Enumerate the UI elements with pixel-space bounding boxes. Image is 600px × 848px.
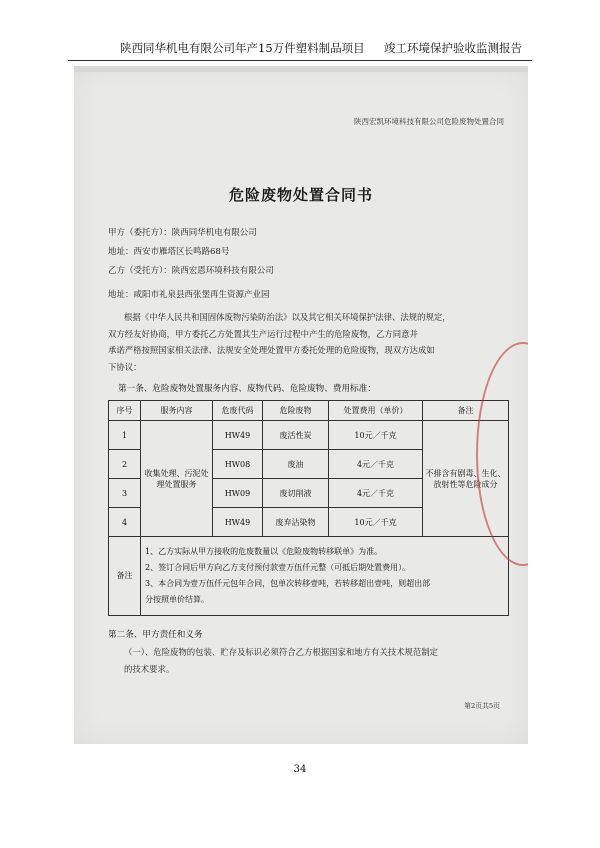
cell-no: 2	[109, 450, 141, 479]
cell-waste: 废切削液	[263, 479, 329, 508]
clause-line: （一）、危险废物的包装、贮存及标识必须符合乙方根据国家和地方有关技术规范制定	[124, 647, 439, 657]
note-line: 1、乙方实际从甲方接收的危废数量以《危险废物转移联单》为准。	[145, 547, 383, 556]
cell-price: 4元／千克	[329, 479, 423, 508]
party-b: 乙方（受托方）：陕西宏恩环境科技有限公司	[108, 266, 274, 276]
contract-page-number: 第2页共5页	[464, 702, 500, 710]
party-b-address: 地址：咸阳市礼泉县西张堡再生资源产业园	[108, 290, 270, 300]
intro-line: 下协议：	[108, 361, 142, 372]
note-line: 分按照单价结算。	[145, 595, 209, 604]
cell-price: 10元／千克	[329, 508, 423, 537]
cell-price: 10元／千克	[329, 421, 423, 450]
clause-1	[108, 644, 508, 677]
cell-waste: 废弃沾染物	[263, 508, 329, 537]
intro-line: 双方经友好协商，甲方委托乙方处置其生产运行过程中产生的危险废物，乙方同意并	[108, 328, 418, 339]
header-no: 序号	[109, 401, 141, 421]
cell-service: 收集处理、污泥处理处置服务	[141, 421, 213, 537]
contract-title: 危险废物处置合同书	[228, 186, 373, 204]
notes-label: 备注	[109, 537, 141, 616]
note-line: 2、签订合同后甲方向乙方支付预付款壹万伍仟元整（可抵后期处置费用）。	[145, 563, 411, 572]
notes-cell	[141, 537, 509, 616]
table-row	[109, 421, 509, 450]
scanned-contract-page	[74, 66, 528, 744]
header-remark: 备注	[423, 401, 509, 421]
cell-waste: 废油	[263, 450, 329, 479]
cell-remark: 不排含有剧毒、生化、放射性等危险成分	[423, 421, 509, 537]
article-2-heading: 第二条、甲方责任和义务	[108, 630, 203, 640]
intro-line: 根据《中华人民共和国固体废物污染防治法》以及其它相关环境保护法律、法规的规定，	[124, 312, 451, 322]
cell-code: HW49	[213, 508, 263, 537]
cell-code: HW09	[213, 479, 263, 508]
cell-code: HW49	[213, 421, 263, 450]
header-waste: 危险废物	[263, 401, 329, 421]
scan-top-edge	[74, 66, 528, 72]
cell-no: 4	[109, 508, 141, 537]
page-header	[0, 36, 600, 56]
article-1-heading: 第一条、危险废物处置服务内容、废物代码、危险废物、费用标准：	[118, 384, 376, 394]
company-note: 陕西宏凯环境科技有限公司危险废物处置合同	[354, 117, 504, 126]
party-a: 甲方（委托方）：陕西同华机电有限公司	[108, 228, 257, 238]
page-number: 34	[293, 764, 307, 775]
contract-intro	[108, 309, 508, 375]
cell-no: 1	[109, 421, 141, 450]
table-notes-row	[109, 537, 509, 616]
party-a-address: 地址：西安市雁塔区长鸣路68号	[108, 247, 230, 257]
cell-code: HW08	[213, 450, 263, 479]
intro-line: 承诺严格按照国家相关法律、法规安全处理处置甲方委托处理的危险废物，现双方达成如	[108, 345, 435, 355]
waste-disposal-table	[108, 400, 509, 616]
table-header-row	[109, 401, 509, 421]
header-price: 处置费用（单价）	[329, 401, 423, 421]
cell-price: 4元／千克	[329, 450, 423, 479]
header-code: 危废代码	[213, 401, 263, 421]
header-report-title: 竣工环境保护验收监测报告	[384, 41, 522, 55]
clause-line: 的技术要求。	[124, 663, 175, 674]
header-service: 服务内容	[141, 401, 213, 421]
cell-no: 3	[109, 479, 141, 508]
header-project-title: 陕西同华机电有限公司年产15万件塑料制品项目	[120, 41, 365, 55]
note-line: 3、本合同为壹万伍仟元包年合同，包单次转移壹吨，若转移超出壹吨，则超出部	[145, 579, 431, 588]
cell-waste: 废活性炭	[263, 421, 329, 450]
header-divider	[68, 60, 532, 61]
